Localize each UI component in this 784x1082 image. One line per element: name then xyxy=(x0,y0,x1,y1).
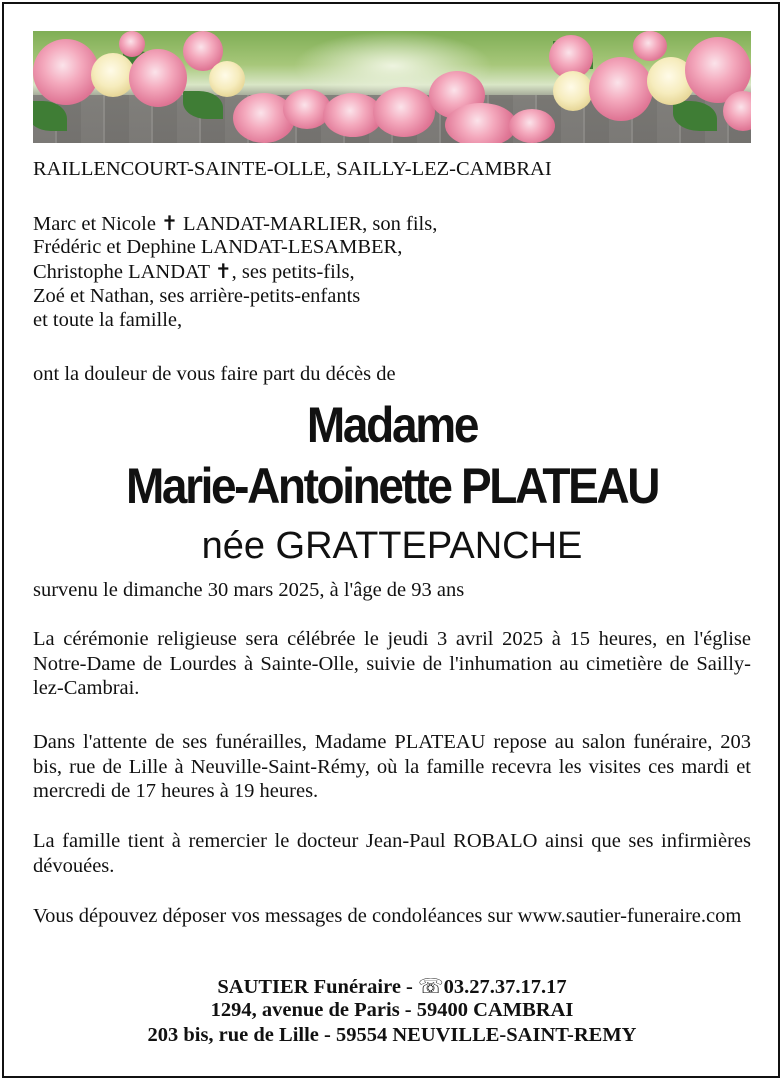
family-line-2: Frédéric et Dephine LANDAT-LESAMBER, xyxy=(33,236,403,258)
death-info: survenu le dimanche 30 mars 2025, à l'âge de 93 ans xyxy=(33,579,465,601)
pink-rose xyxy=(445,103,517,143)
deceased-name: Marie-Antoinette PLATEAU xyxy=(125,458,659,514)
locations-header: RAILLENCOURT-SAINTE-OLLE, SAILLY-LEZ-CAMBRAI xyxy=(33,158,552,180)
family-line-1-name: Marc et Nicole xyxy=(33,213,156,235)
deceased-maiden-name: née GRATTEPANCHE xyxy=(201,525,583,567)
footer-address-2: 203 bis, rue de Lille - 59554 NEUVILLE-SAINT-REMY xyxy=(147,1024,637,1046)
phone-icon: ☏ xyxy=(418,974,444,998)
family-line-1 xyxy=(33,211,437,236)
pink-rose xyxy=(509,109,555,143)
family-line-3-rest: , ses petits-fils, xyxy=(231,261,355,283)
pink-rose xyxy=(633,31,667,61)
pink-rose xyxy=(119,31,145,57)
footer-company: SAUTIER Funéraire - xyxy=(217,976,413,998)
cream-rose xyxy=(553,71,593,111)
viewing-paragraph: Dans l'attente de ses funérailles, Madame PLATEAU repose au salon funéraire, 203 bis, rue de Lille à Neuville-Saint-Rémy, où la famille recevra les visites ces mardi et mercredi de 17 heures à 19 heures. xyxy=(33,731,751,802)
family-line-4: Zoé et Nathan, ses arrière-petits-enfants xyxy=(33,285,361,307)
family-line-3 xyxy=(33,259,355,284)
cream-rose xyxy=(209,61,245,97)
footer-company-line xyxy=(0,974,784,999)
pink-rose xyxy=(373,87,435,137)
condolences-paragraph: Vous dépouvez déposer vos messages de condoléances sur www.sautier-funeraire.com xyxy=(33,905,742,927)
ceremony-paragraph: La cérémonie religieuse sera célébrée le jeudi 3 avril 2025 à 15 heures, en l'église Notre-Dame de Lourdes à Sainte-Olle, suivie de l'inhumation au cimetière de Sailly-lez-Cambrai. xyxy=(33,628,751,699)
pink-rose xyxy=(33,39,99,105)
announcement-text: ont la douleur de vous faire part du décès de xyxy=(33,363,396,385)
deceased-title: Madame xyxy=(306,397,478,453)
family-line-5: et toute la famille, xyxy=(33,309,183,331)
footer-phone: 03.27.37.17.17 xyxy=(443,976,567,998)
cross-icon: ✝ xyxy=(161,211,178,235)
cross-icon: ✝ xyxy=(214,259,232,283)
pink-rose xyxy=(129,49,187,107)
thanks-paragraph: La famille tient à remercier le docteur Jean-Paul ROBALO ainsi que ses infirmières dévouées. xyxy=(33,830,751,877)
roses-banner-image xyxy=(33,31,751,143)
family-line-3-name: Christophe LANDAT xyxy=(33,261,210,283)
pink-rose xyxy=(589,57,653,121)
footer-address-1: 1294, avenue de Paris - 59400 CAMBRAI xyxy=(210,999,574,1021)
family-line-1-rest: LANDAT-MARLIER, son fils, xyxy=(182,213,438,235)
